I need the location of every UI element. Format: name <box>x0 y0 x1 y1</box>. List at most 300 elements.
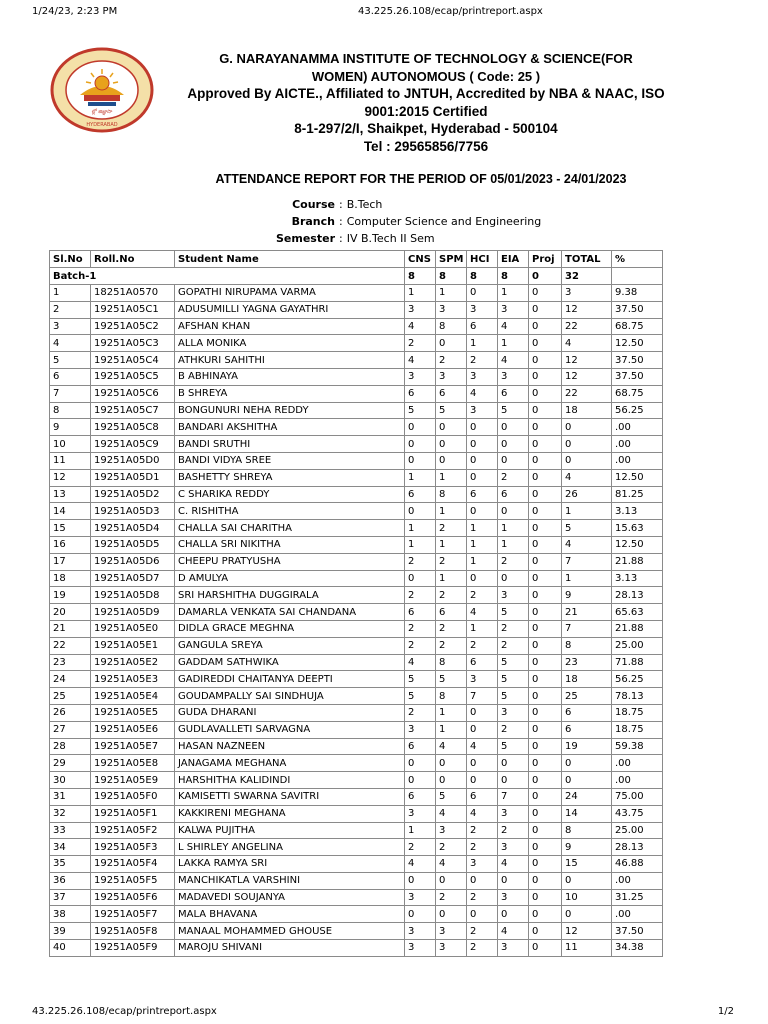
report-title: ATTENDANCE REPORT FOR THE PERIOD OF 05/01/2023 - 24/01/2023 <box>215 172 627 186</box>
percent-cell: 21.88 <box>612 553 663 570</box>
proj-cell: 0 <box>529 906 562 923</box>
roll-no-cell: 19251A05C6 <box>91 385 175 402</box>
proj-cell: 0 <box>529 368 562 385</box>
total-cell: 18 <box>562 402 612 419</box>
sl-no-cell: 30 <box>50 772 91 789</box>
total-cell: 12 <box>562 368 612 385</box>
roll-no-cell: 19251A05C3 <box>91 335 175 352</box>
student-name-cell: GUDA DHARANI <box>175 704 405 721</box>
column-header: SPM <box>436 251 467 268</box>
print-url: 43.225.26.108/ecap/printreport.aspx <box>358 6 543 17</box>
student-name-cell: GOPATHI NIRUPAMA VARMA <box>175 285 405 302</box>
spm-cell: 0 <box>436 452 467 469</box>
table-row <box>50 301 663 318</box>
proj-cell: 0 <box>529 318 562 335</box>
table-row <box>50 436 663 453</box>
hci-cell: 0 <box>467 419 498 436</box>
student-name-cell: GANGULA SREYA <box>175 637 405 654</box>
cns-cell: 0 <box>405 419 436 436</box>
student-name-cell: ALLA MONIKA <box>175 335 405 352</box>
table-row <box>50 923 663 940</box>
hci-cell: 0 <box>467 436 498 453</box>
hci-cell: 6 <box>467 654 498 671</box>
table-row <box>50 604 663 621</box>
spm-cell: 0 <box>436 436 467 453</box>
sl-no-cell: 25 <box>50 688 91 705</box>
roll-no-cell: 19251A05D1 <box>91 469 175 486</box>
column-header: Student Name <box>175 251 405 268</box>
student-name-cell: MADAVEDI SOUJANYA <box>175 889 405 906</box>
cns-cell: 0 <box>405 452 436 469</box>
hci-cell: 4 <box>467 385 498 402</box>
eia-cell: 0 <box>498 772 529 789</box>
proj-cell: 0 <box>529 352 562 369</box>
total-cell: 26 <box>562 486 612 503</box>
cns-cell: 1 <box>405 520 436 537</box>
sl-no-cell: 2 <box>50 301 91 318</box>
spm-cell: 2 <box>436 637 467 654</box>
cns-cell: 3 <box>405 301 436 318</box>
table-row <box>50 503 663 520</box>
print-footer-url: 43.225.26.108/ecap/printreport.aspx <box>32 1006 217 1017</box>
hci-cell: 6 <box>467 318 498 335</box>
table-row <box>50 318 663 335</box>
sl-no-cell: 19 <box>50 587 91 604</box>
sl-no-cell: 38 <box>50 906 91 923</box>
approval-line1: Approved By AICTE., Affiliated to JNTUH, Accredited by NBA & NAAC, ISO <box>187 86 665 101</box>
sl-no-cell: 9 <box>50 419 91 436</box>
student-name-cell: BANDI SRUTHI <box>175 436 405 453</box>
spm-cell: 8 <box>436 654 467 671</box>
eia-cell: 1 <box>498 520 529 537</box>
proj-cell: 0 <box>529 520 562 537</box>
table-row <box>50 872 663 889</box>
roll-no-cell: 19251A05E0 <box>91 620 175 637</box>
total-cell: 6 <box>562 721 612 738</box>
percent-cell: .00 <box>612 452 663 469</box>
hci-cell: 2 <box>467 587 498 604</box>
eia-cell: 1 <box>498 285 529 302</box>
student-name-cell: HARSHITHA KALIDINDI <box>175 772 405 789</box>
total-cell: 4 <box>562 469 612 486</box>
semester-label: Semester <box>276 232 335 245</box>
sl-no-cell: 13 <box>50 486 91 503</box>
student-name-cell: MANCHIKATLA VARSHINI <box>175 872 405 889</box>
institute-tel: Tel : 29565856/7756 <box>363 138 489 154</box>
percent-cell: 15.63 <box>612 520 663 537</box>
eia-cell: 4 <box>498 352 529 369</box>
percent-cell: 18.75 <box>612 704 663 721</box>
student-name-cell: HASAN NAZNEEN <box>175 738 405 755</box>
percent-cell: 81.25 <box>612 486 663 503</box>
student-name-cell: B SHREYA <box>175 385 405 402</box>
cns-cell: 0 <box>405 570 436 587</box>
total-cell: 8 <box>562 637 612 654</box>
sl-no-cell: 32 <box>50 805 91 822</box>
hci-cell: 2 <box>467 822 498 839</box>
svg-text:ల్లో జిజ్ఞాసా: ల్లో జిజ్ఞాసా <box>91 109 113 115</box>
total-cell: 21 <box>562 604 612 621</box>
sl-no-cell: 37 <box>50 889 91 906</box>
eia-cell: 4 <box>498 318 529 335</box>
proj-cell: 0 <box>529 536 562 553</box>
roll-no-cell: 19251A05F0 <box>91 788 175 805</box>
student-name-cell: GOUDAMPALLY SAI SINDHUJA <box>175 688 405 705</box>
spm-cell: 1 <box>436 536 467 553</box>
column-header: HCI <box>467 251 498 268</box>
student-name-cell: BANDI VIDYA SREE <box>175 452 405 469</box>
total-cell: 18 <box>562 671 612 688</box>
roll-no-cell: 19251A05E9 <box>91 772 175 789</box>
student-name-cell: BANDARI AKSHITHA <box>175 419 405 436</box>
table-row <box>50 368 663 385</box>
batch-label: Batch-1 <box>50 268 405 285</box>
student-name-cell: AFSHAN KHAN <box>175 318 405 335</box>
total-cell: 24 <box>562 788 612 805</box>
proj-cell: 0 <box>529 822 562 839</box>
roll-no-cell: 19251A05D3 <box>91 503 175 520</box>
sl-no-cell: 22 <box>50 637 91 654</box>
hci-cell: 0 <box>467 906 498 923</box>
eia-cell: 3 <box>498 889 529 906</box>
total-cell: 15 <box>562 856 612 873</box>
cns-cell: 3 <box>405 721 436 738</box>
branch-value: Computer Science and Engineering <box>346 215 542 228</box>
roll-no-cell: 19251A05F3 <box>91 839 175 856</box>
total-cell: 12 <box>562 352 612 369</box>
total-cell: 14 <box>562 805 612 822</box>
roll-no-cell: 19251A05E2 <box>91 654 175 671</box>
cns-cell: 2 <box>405 553 436 570</box>
sl-no-cell: 20 <box>50 604 91 621</box>
student-name-cell: DAMARLA VENKATA SAI CHANDANA <box>175 604 405 621</box>
sl-no-cell: 26 <box>50 704 91 721</box>
eia-cell: 5 <box>498 738 529 755</box>
batch-total-cell <box>612 268 663 285</box>
cns-cell: 0 <box>405 772 436 789</box>
cns-cell: 2 <box>405 839 436 856</box>
eia-cell: 2 <box>498 721 529 738</box>
total-cell: 22 <box>562 385 612 402</box>
total-cell: 6 <box>562 704 612 721</box>
spm-cell: 2 <box>436 889 467 906</box>
table-row <box>50 570 663 587</box>
percent-cell: 37.50 <box>612 923 663 940</box>
proj-cell: 0 <box>529 654 562 671</box>
cns-cell: 4 <box>405 318 436 335</box>
cns-cell: 2 <box>405 587 436 604</box>
percent-cell: 59.38 <box>612 738 663 755</box>
report-meta <box>240 196 541 247</box>
proj-cell: 0 <box>529 721 562 738</box>
hci-cell: 4 <box>467 805 498 822</box>
student-name-cell: GADDAM SATHWIKA <box>175 654 405 671</box>
roll-no-cell: 19251A05D7 <box>91 570 175 587</box>
percent-cell: 12.50 <box>612 536 663 553</box>
hci-cell: 0 <box>467 721 498 738</box>
percent-cell: 31.25 <box>612 889 663 906</box>
table-row <box>50 839 663 856</box>
spm-cell: 8 <box>436 318 467 335</box>
eia-cell: 0 <box>498 419 529 436</box>
eia-cell: 1 <box>498 335 529 352</box>
roll-no-cell: 19251A05E8 <box>91 755 175 772</box>
table-row <box>50 738 663 755</box>
percent-cell: 28.13 <box>612 587 663 604</box>
table-row <box>50 452 663 469</box>
eia-cell: 0 <box>498 872 529 889</box>
column-header: Proj <box>529 251 562 268</box>
table-row <box>50 721 663 738</box>
spm-cell: 0 <box>436 906 467 923</box>
table-row <box>50 419 663 436</box>
spm-cell: 4 <box>436 856 467 873</box>
proj-cell: 0 <box>529 503 562 520</box>
total-cell: 19 <box>562 738 612 755</box>
percent-cell: 71.88 <box>612 654 663 671</box>
cns-cell: 0 <box>405 755 436 772</box>
eia-cell: 5 <box>498 654 529 671</box>
attendance-table <box>49 250 663 957</box>
eia-cell: 0 <box>498 755 529 772</box>
sl-no-cell: 33 <box>50 822 91 839</box>
total-cell: 25 <box>562 688 612 705</box>
eia-cell: 2 <box>498 620 529 637</box>
eia-cell: 7 <box>498 788 529 805</box>
logo-city: HYDERABAD <box>86 122 118 128</box>
sl-no-cell: 29 <box>50 755 91 772</box>
eia-cell: 6 <box>498 385 529 402</box>
spm-cell: 2 <box>436 620 467 637</box>
batch-total-cell: 8 <box>467 268 498 285</box>
eia-cell: 3 <box>498 704 529 721</box>
total-cell: 7 <box>562 553 612 570</box>
hci-cell: 3 <box>467 368 498 385</box>
student-name-cell: C SHARIKA REDDY <box>175 486 405 503</box>
cns-cell: 5 <box>405 671 436 688</box>
eia-cell: 3 <box>498 940 529 957</box>
roll-no-cell: 19251A05F7 <box>91 906 175 923</box>
eia-cell: 3 <box>498 839 529 856</box>
semester-row: Semester : IV B.Tech II Sem <box>240 230 541 247</box>
proj-cell: 0 <box>529 604 562 621</box>
cns-cell: 5 <box>405 402 436 419</box>
proj-cell: 0 <box>529 637 562 654</box>
sl-no-cell: 36 <box>50 872 91 889</box>
total-cell: 5 <box>562 520 612 537</box>
roll-no-cell: 19251A05D6 <box>91 553 175 570</box>
eia-cell: 0 <box>498 436 529 453</box>
percent-cell: 56.25 <box>612 402 663 419</box>
sl-no-cell: 7 <box>50 385 91 402</box>
hci-cell: 0 <box>467 772 498 789</box>
eia-cell: 3 <box>498 368 529 385</box>
percent-cell: 37.50 <box>612 301 663 318</box>
sl-no-cell: 39 <box>50 923 91 940</box>
hci-cell: 0 <box>467 469 498 486</box>
proj-cell: 0 <box>529 469 562 486</box>
total-cell: 3 <box>562 285 612 302</box>
proj-cell: 0 <box>529 436 562 453</box>
spm-cell: 4 <box>436 805 467 822</box>
table-row <box>50 285 663 302</box>
eia-cell: 2 <box>498 822 529 839</box>
spm-cell: 1 <box>436 570 467 587</box>
sl-no-cell: 10 <box>50 436 91 453</box>
table-row <box>50 755 663 772</box>
course-label: Course <box>292 198 335 211</box>
proj-cell: 0 <box>529 301 562 318</box>
sl-no-cell: 1 <box>50 285 91 302</box>
roll-no-cell: 19251A05F6 <box>91 889 175 906</box>
spm-cell: 6 <box>436 604 467 621</box>
eia-cell: 2 <box>498 637 529 654</box>
total-cell: 9 <box>562 587 612 604</box>
column-header: TOTAL <box>562 251 612 268</box>
percent-cell: 12.50 <box>612 469 663 486</box>
table-row <box>50 335 663 352</box>
hci-cell: 4 <box>467 738 498 755</box>
print-footer <box>0 1002 768 1024</box>
eia-cell: 0 <box>498 570 529 587</box>
student-name-cell: MALA BHAVANA <box>175 906 405 923</box>
column-header: EIA <box>498 251 529 268</box>
column-header: % <box>612 251 663 268</box>
student-name-cell: GADIREDDI CHAITANYA DEEPTI <box>175 671 405 688</box>
eia-cell: 0 <box>498 906 529 923</box>
total-cell: 22 <box>562 318 612 335</box>
student-name-cell: KAMISETTI SWARNA SAVITRI <box>175 788 405 805</box>
spm-cell: 2 <box>436 839 467 856</box>
spm-cell: 2 <box>436 553 467 570</box>
spm-cell: 0 <box>436 772 467 789</box>
roll-no-cell: 19251A05F4 <box>91 856 175 873</box>
spm-cell: 5 <box>436 402 467 419</box>
spm-cell: 0 <box>436 755 467 772</box>
cns-cell: 6 <box>405 788 436 805</box>
hci-cell: 2 <box>467 839 498 856</box>
percent-cell: 18.75 <box>612 721 663 738</box>
spm-cell: 1 <box>436 704 467 721</box>
hci-cell: 0 <box>467 503 498 520</box>
student-name-cell: B ABHINAYA <box>175 368 405 385</box>
roll-no-cell: 19251A05D2 <box>91 486 175 503</box>
table-row <box>50 688 663 705</box>
percent-cell: 46.88 <box>612 856 663 873</box>
student-name-cell: CHALLA SAI CHARITHA <box>175 520 405 537</box>
print-page-number: 1/2 <box>717 1006 734 1017</box>
hci-cell: 2 <box>467 940 498 957</box>
table-row <box>50 486 663 503</box>
hci-cell: 1 <box>467 520 498 537</box>
roll-no-cell: 19251A05F1 <box>91 805 175 822</box>
spm-cell: 1 <box>436 285 467 302</box>
roll-no-cell: 19251A05E5 <box>91 704 175 721</box>
column-header: Roll.No <box>91 251 175 268</box>
total-cell: 0 <box>562 436 612 453</box>
sl-no-cell: 16 <box>50 536 91 553</box>
course-row: Course : B.Tech <box>240 196 541 213</box>
total-cell: 1 <box>562 503 612 520</box>
hci-cell: 3 <box>467 301 498 318</box>
sl-no-cell: 4 <box>50 335 91 352</box>
table-row <box>50 587 663 604</box>
percent-cell: .00 <box>612 872 663 889</box>
student-name-cell: D AMULYA <box>175 570 405 587</box>
spm-cell: 3 <box>436 301 467 318</box>
eia-cell: 2 <box>498 553 529 570</box>
hci-cell: 6 <box>467 788 498 805</box>
table-row <box>50 402 663 419</box>
total-cell: 1 <box>562 570 612 587</box>
table-row <box>50 620 663 637</box>
proj-cell: 0 <box>529 788 562 805</box>
cns-cell: 4 <box>405 352 436 369</box>
hci-cell: 1 <box>467 536 498 553</box>
roll-no-cell: 19251A05E3 <box>91 671 175 688</box>
table-row <box>50 469 663 486</box>
proj-cell: 0 <box>529 285 562 302</box>
proj-cell: 0 <box>529 755 562 772</box>
spm-cell: 4 <box>436 738 467 755</box>
institute-header <box>165 50 687 155</box>
cns-cell: 5 <box>405 688 436 705</box>
cns-cell: 3 <box>405 940 436 957</box>
roll-no-cell: 19251A05D8 <box>91 587 175 604</box>
student-name-cell: MANAAL MOHAMMED GHOUSE <box>175 923 405 940</box>
course-value: B.Tech <box>346 198 383 211</box>
total-cell: 10 <box>562 889 612 906</box>
hci-cell: 4 <box>467 604 498 621</box>
percent-cell: 12.50 <box>612 335 663 352</box>
student-name-cell: ADUSUMILLI YAGNA GAYATHRI <box>175 301 405 318</box>
percent-cell: .00 <box>612 906 663 923</box>
sl-no-cell: 3 <box>50 318 91 335</box>
table-row <box>50 906 663 923</box>
table-header-row <box>50 251 663 268</box>
spm-cell: 8 <box>436 486 467 503</box>
student-name-cell: SRI HARSHITHA DUGGIRALA <box>175 587 405 604</box>
cns-cell: 6 <box>405 604 436 621</box>
proj-cell: 0 <box>529 385 562 402</box>
hci-cell: 0 <box>467 755 498 772</box>
sl-no-cell: 35 <box>50 856 91 873</box>
hci-cell: 1 <box>467 335 498 352</box>
branch-row: Branch : Computer Science and Engineering <box>240 213 541 230</box>
total-cell: 0 <box>562 755 612 772</box>
proj-cell: 0 <box>529 940 562 957</box>
sl-no-cell: 31 <box>50 788 91 805</box>
roll-no-cell: 19251A05F5 <box>91 872 175 889</box>
percent-cell: 68.75 <box>612 318 663 335</box>
cns-cell: 2 <box>405 704 436 721</box>
proj-cell: 0 <box>529 570 562 587</box>
cns-cell: 1 <box>405 469 436 486</box>
proj-cell: 0 <box>529 805 562 822</box>
cns-cell: 0 <box>405 906 436 923</box>
eia-cell: 3 <box>498 587 529 604</box>
table-row <box>50 772 663 789</box>
percent-cell: 56.25 <box>612 671 663 688</box>
student-name-cell: CHEEPU PRATYUSHA <box>175 553 405 570</box>
percent-cell: .00 <box>612 419 663 436</box>
percent-cell: .00 <box>612 755 663 772</box>
roll-no-cell: 19251A05C7 <box>91 402 175 419</box>
table-row <box>50 553 663 570</box>
roll-no-cell: 19251A05C4 <box>91 352 175 369</box>
sl-no-cell: 34 <box>50 839 91 856</box>
cns-cell: 1 <box>405 822 436 839</box>
